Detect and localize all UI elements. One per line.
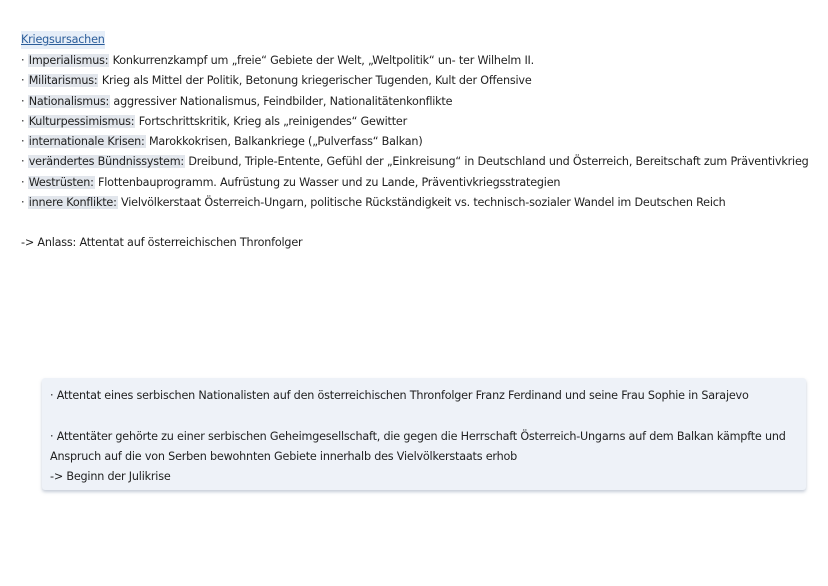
spacer bbox=[21, 213, 811, 233]
item-text: aggressiver Nationalismus, Feindbilder, Nationalitätenkonflikte bbox=[110, 94, 453, 108]
bullet: · bbox=[21, 135, 25, 149]
bullet: · bbox=[21, 175, 25, 189]
anlass-line: -> Anlass: Attentat auf österreichischen Thronfolger bbox=[21, 236, 303, 250]
list-item bbox=[21, 152, 811, 172]
bullet: · bbox=[21, 114, 25, 128]
bullet: · bbox=[21, 196, 25, 210]
bullet: · bbox=[21, 54, 25, 67]
item-text: Vielvölkerstaat Österreich-Ungarn, politische Rückständigkeit vs. technisch-sozialer Wandel im Deutschen Reich bbox=[117, 196, 726, 210]
spacer bbox=[50, 406, 798, 426]
item-term: Kulturpessimismus: bbox=[28, 114, 135, 128]
item-term: innere Konflikte: bbox=[28, 196, 117, 210]
bullet: · bbox=[21, 74, 25, 88]
item-text: Krieg als Mittel der Politik, Betonung kriegerischer Tugenden, Kult der Offensive bbox=[98, 74, 532, 88]
card-line-attentat: · Attentat eines serbischen Nationalisten auf den österreichischen Thronfolger Franz Ferdinand und seine Frau Sophie in Sarajevo bbox=[50, 389, 749, 402]
item-term: Westrüsten: bbox=[28, 175, 94, 189]
item-text: Konkurrenzkampf um „freie“ Gebiete der Welt, „Weltpolitik“ un- ter Wilhelm II. bbox=[109, 54, 534, 67]
list-item bbox=[21, 193, 811, 213]
list-item bbox=[21, 173, 811, 193]
item-term: Imperialismus: bbox=[28, 54, 109, 67]
item-term: verändertes Bündnissystem: bbox=[28, 155, 185, 169]
info-card bbox=[42, 378, 806, 490]
list-item bbox=[21, 112, 811, 132]
item-term: internationale Krisen: bbox=[28, 135, 145, 149]
card-line-julikrise: -> Beginn der Julikrise bbox=[50, 470, 171, 484]
item-text: Dreibund, Triple-Entente, Gefühl der „Einkreisung“ in Deutschland und Österreich, Bereitschaft zum Präventivkrieg bbox=[185, 155, 809, 169]
list-item bbox=[21, 132, 811, 152]
item-term: Nationalismus: bbox=[28, 94, 110, 108]
item-term: Militarismus: bbox=[28, 74, 98, 88]
list-item bbox=[21, 92, 811, 112]
item-text: Fortschrittskritik, Krieg als „reinigendes“ Gewitter bbox=[135, 114, 408, 128]
item-text: Flottenbauprogramm. Aufrüstung zu Wasser und zu Lande, Präventivkriegsstrategien bbox=[94, 175, 561, 189]
card-line-attentaeter: · Attentäter gehörte zu einer serbischen Geheimgesellschaft, die gegen die Herrschaft Österreich-Ungarns auf dem Balkan kämpfte und Anspruch auf die von Serben bewohnten Gebiete innerhalb des Vielvölkerstaats erhob bbox=[50, 429, 786, 463]
list-item bbox=[21, 51, 811, 71]
section-title: Kriegsursachen bbox=[21, 31, 105, 49]
item-text: Marokkokrisen, Balkankriege („Pulverfass“ Balkan) bbox=[145, 135, 423, 149]
bullet: · bbox=[21, 155, 25, 169]
bullet: · bbox=[21, 94, 25, 108]
notes-section bbox=[21, 31, 811, 253]
list-item bbox=[21, 71, 811, 91]
